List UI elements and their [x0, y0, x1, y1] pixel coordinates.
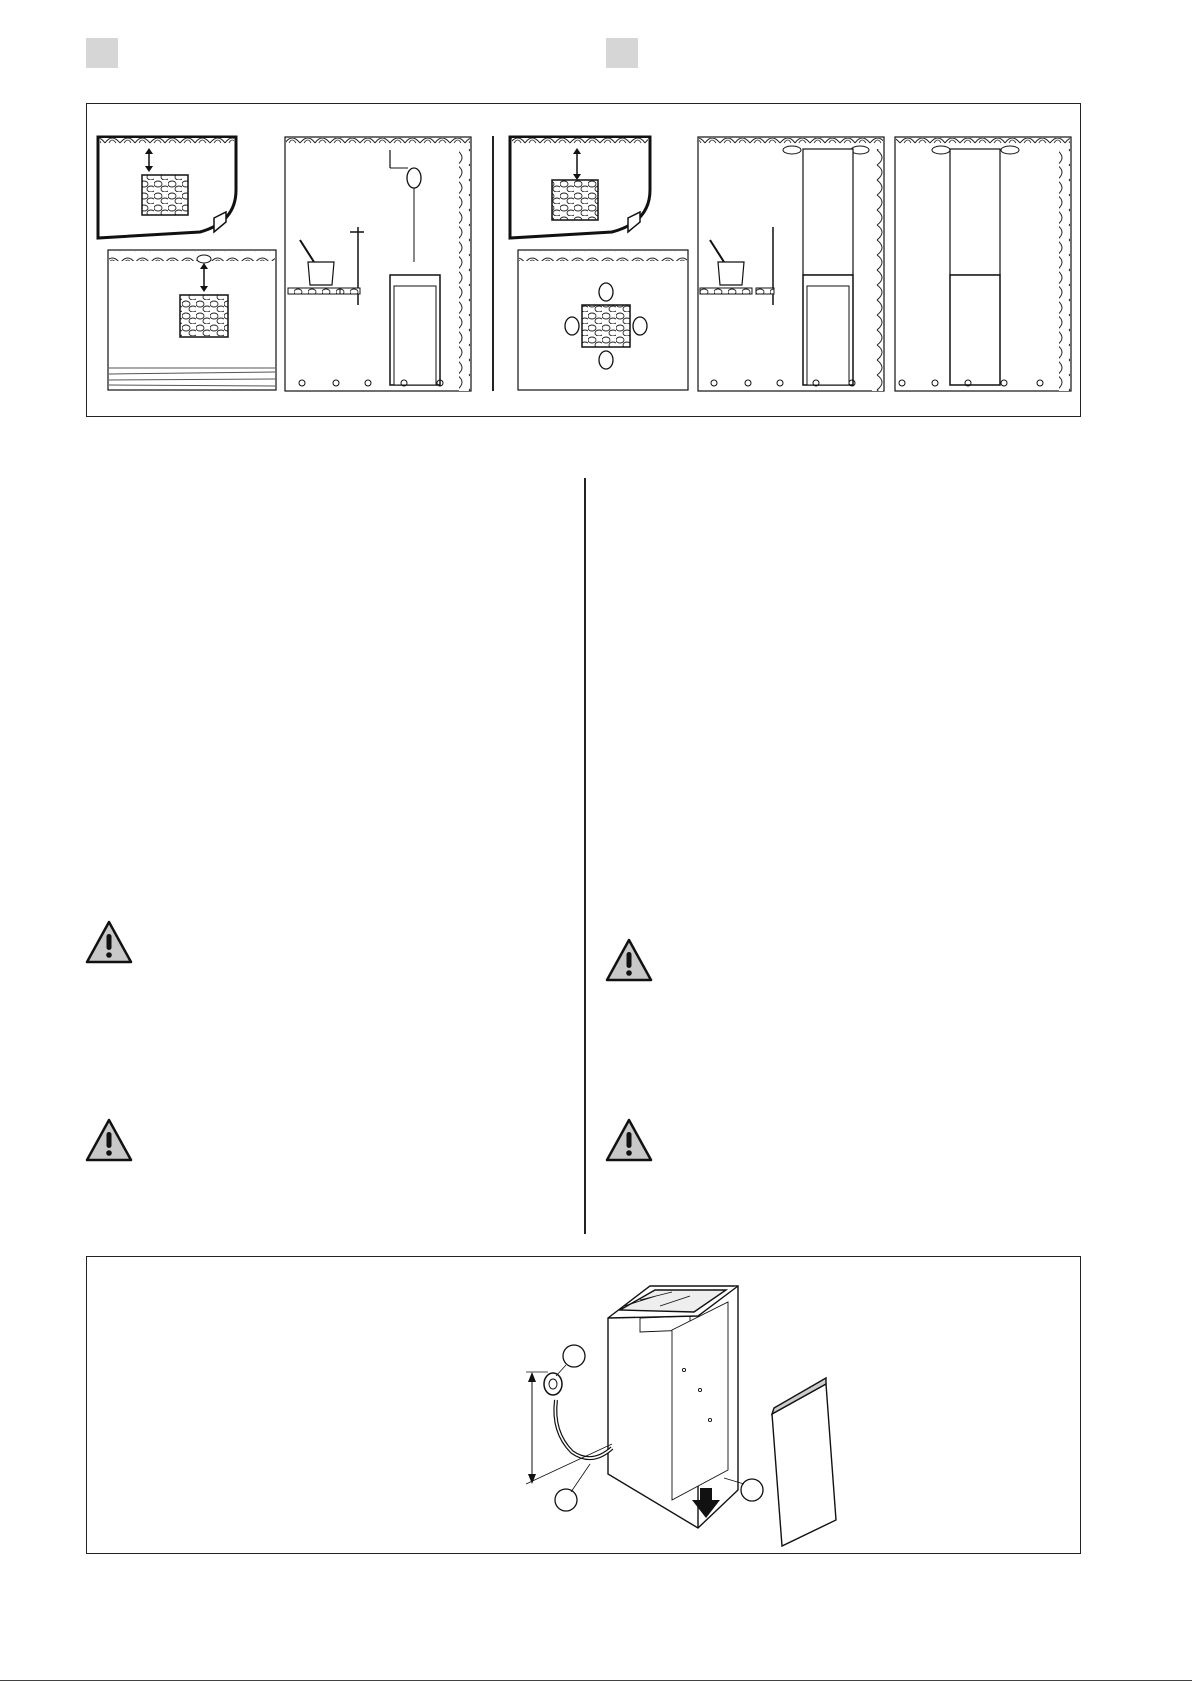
page-footer-rule — [0, 1680, 1192, 1681]
